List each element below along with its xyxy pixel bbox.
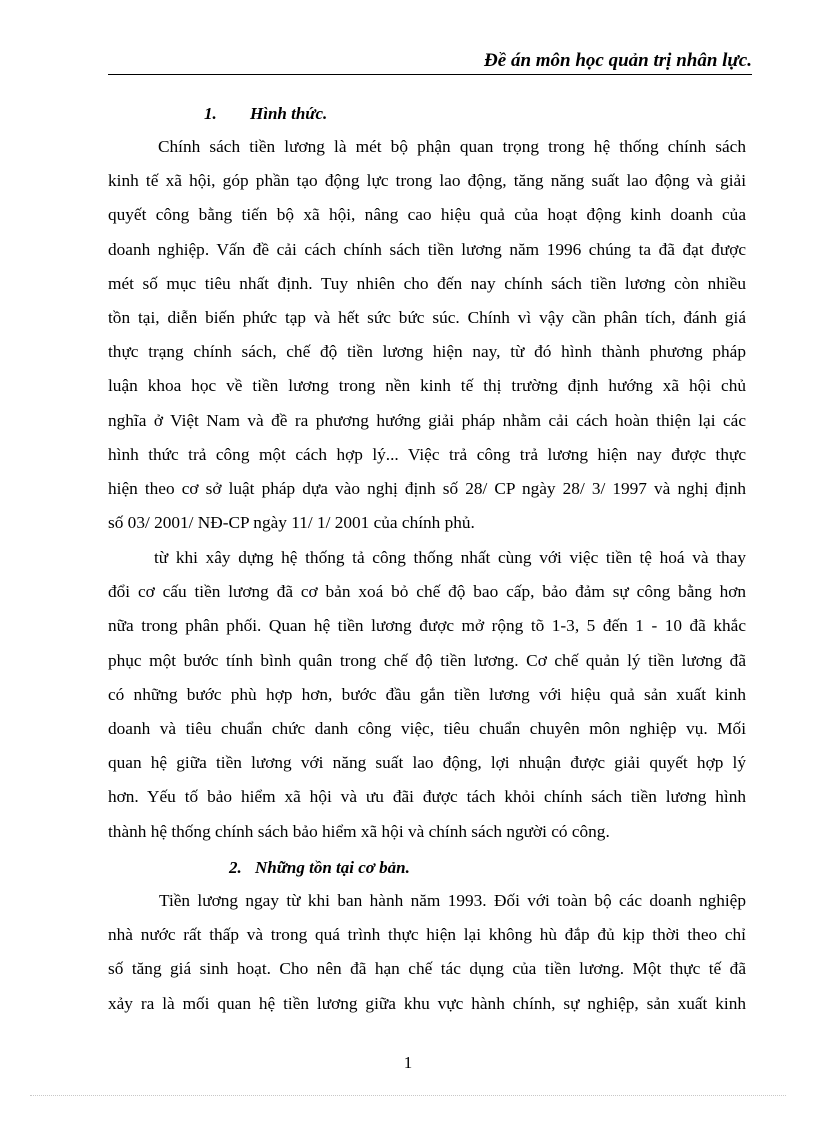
document-header-title: Đề án môn học quản trị nhân lực. <box>484 50 752 71</box>
text-line: thực trạng chính sách, chế độ tiền lương hiện nay, từ đó hình thành phương pháp <box>108 342 746 362</box>
text-line: kinh tế xã hội, góp phần tạo động lực trong lao động, tăng năng suất lao động và giải <box>108 171 746 191</box>
text-line: xảy ra là mối quan hệ tiền lương giữa khu vực hành chính, sự nghiệp, sản xuất kinh <box>108 993 746 1013</box>
text-line: hơn. Yếu tố bảo hiểm xã hội và ưu đãi được tách khỏi chính sách tiền lương hình <box>108 787 746 807</box>
text-line: quan hệ giữa tiền lương với năng suất lao động, lợi nhuận được giải quyết hợp lý <box>108 753 746 773</box>
page-bottom-border <box>30 1095 786 1096</box>
section-2-title: Những tồn tại cơ bản. <box>255 858 410 877</box>
section-2-paragraph-1 <box>108 884 746 1021</box>
header-divider <box>108 74 752 75</box>
text-line: doanh và tiêu chuẩn chức danh công việc, tiêu chuẩn chuyên môn nghiệp vụ. Mối <box>108 719 746 739</box>
text-line: hình thức trả công một cách hợp lý... Việc trả công trả lương hiện nay được thực <box>108 444 746 464</box>
text-line: nữa trong phân phối. Quan hệ tiền lương được mở rộng tõ 1-3, 5 đến 1 - 10 đã khắc <box>108 616 746 636</box>
section-1-heading <box>204 104 327 124</box>
text-line: đổi cơ cấu tiền lương đã cơ bản xoá bỏ chế độ bao cấp, bảo đảm sự công bằng hơn <box>108 582 746 602</box>
section-1-number: 1. <box>204 104 217 123</box>
text-line: Tiền lương ngay từ khi ban hành năm 1993. Đối với toàn bộ các doanh nghiệp <box>159 891 746 910</box>
text-line: phục một bước tính bình quân trong chế độ tiền lương. Cơ chế quản lý tiền lương đã <box>108 650 746 670</box>
text-line: quyết công bằng tiến bộ xã hội, nâng cao hiệu quả của hoạt động kinh doanh của <box>108 205 746 225</box>
text-line: từ khi xây dựng hệ thống tả công thống nhất cùng với việc tiền tệ hoá và thay <box>154 548 746 567</box>
text-line: mét số mục tiêu nhất định. Tuy nhiên cho đến nay chính sách tiền lương còn nhiều <box>108 273 746 293</box>
text-line: luận khoa học về tiền lương trong nền kinh tế thị trường định hướng xã hội chủ <box>108 376 746 396</box>
page-number: 1 <box>403 1053 413 1072</box>
text-line: doanh nghiệp. Vấn đề cải cách chính sách tiền lương năm 1996 chúng ta đã đạt được <box>108 239 746 259</box>
text-line: nhà nước rất thấp và trong quá trình thực hiện lại không hù đắp đủ kịp thời theo chỉ <box>108 925 746 945</box>
text-line: hiện theo cơ sở luật pháp dựa vào nghị định số 28/ CP ngày 28/ 3/ 1997 và nghị định <box>108 479 746 499</box>
section-1-title: Hình thức. <box>250 104 328 123</box>
section-1-paragraph-2 <box>108 541 746 849</box>
text-line: thành hệ thống chính sách bảo hiểm xã hội và chính sách người có công. <box>108 821 610 841</box>
section-2-heading <box>229 858 410 878</box>
text-line: Chính sách tiền lương là mét bộ phận quan trọng trong hệ thống chính sách <box>158 137 746 156</box>
text-line: nghĩa ở Việt Nam và đề ra phương hướng giải pháp nhằm cải cách hoàn thiện lại các <box>108 410 746 430</box>
text-line: số 03/ 2001/ NĐ-CP ngày 11/ 1/ 2001 của chính phủ. <box>108 513 475 533</box>
text-line: có những bước phù hợp hơn, bước đầu gắn tiền lương với hiệu quả sản xuất kinh <box>108 684 746 704</box>
text-line: số tăng giá sinh hoạt. Cho nên đã hạn chế tác dụng của tiền lương. Một thực tế đã <box>108 959 746 979</box>
section-2-number: 2. <box>229 858 242 877</box>
text-line: tồn tại, diễn biến phức tạp và hết sức bức súc. Chính vì vậy cần phân tích, đánh giá <box>108 308 746 328</box>
section-1-paragraph-1 <box>108 130 746 540</box>
